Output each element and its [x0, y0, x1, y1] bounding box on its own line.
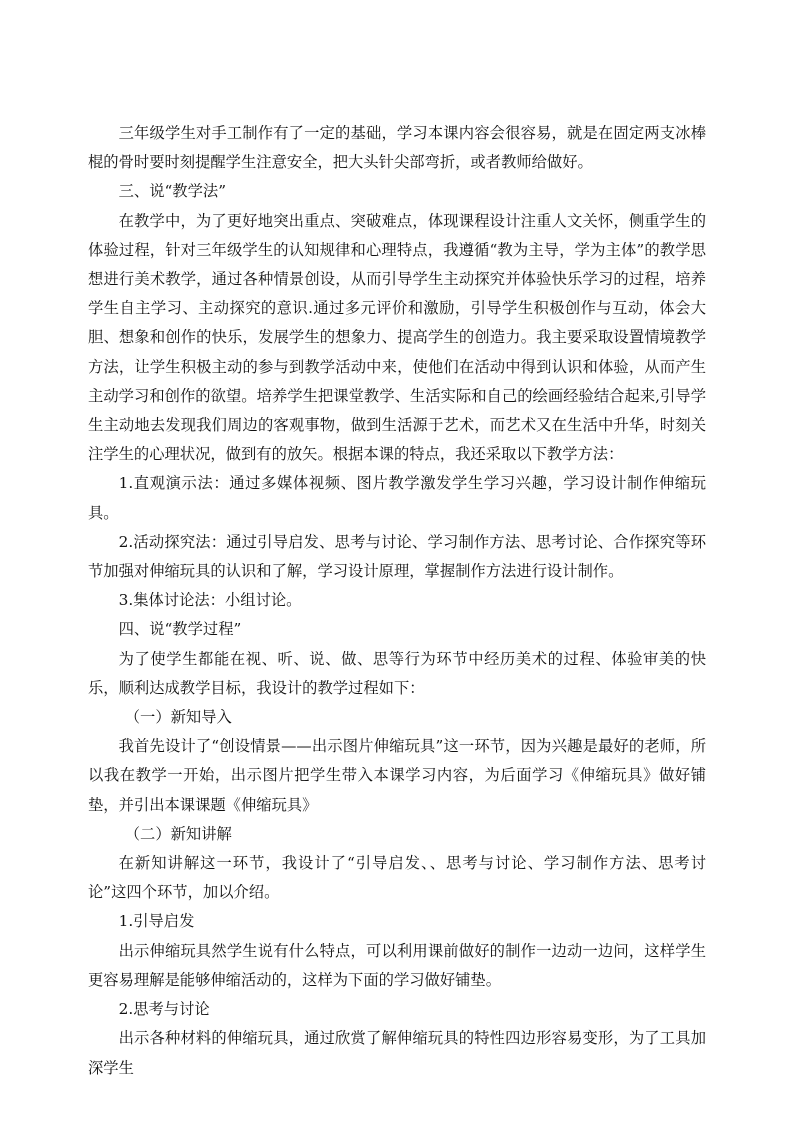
paragraph-new-knowledge-intro: 我首先设计了“创设情景——出示图片伸缩玩具”这一环节，因为兴趣是最好的老师，所以我在教学一开始，出示图片把学生带入本课学习内容，为后面学习《伸缩玩具》做好铺垫，并引出本课课题《伸缩玩具》 [88, 737, 706, 814]
section-heading-teaching-process: 四、说“教学过程” [118, 620, 242, 639]
paragraph-process-intro: 为了使学生都能在视、听、说、做、思等行为环节中经历美术的过程、体验审美的快乐，顺利达成教学目标，我设计的教学过程如下： [88, 649, 706, 697]
subheading-new-knowledge-intro: （一）新知导入 [124, 708, 232, 727]
subheading-new-knowledge-explain: （二）新知讲解 [124, 824, 232, 843]
method-item-exploration: 2.活动探究法：通过引导启发、思考与讨论、学习制作方法、思考讨论、合作探究等环节加强对伸缩玩具的认识和了解，学习设计原理，掌握制作方法进行设计制作。 [88, 532, 706, 581]
method-item-demonstration: 1.直观演示法：通过多媒体视频、图片教学激发学生学习兴趣，学习设计制作伸缩玩具。 [88, 474, 706, 522]
item-heading-thinking: 2.思考与讨论 [118, 1000, 210, 1019]
paragraph-teaching-method: 在教学中，为了更好地突出重点、突破难点，体现课程设计注重人文关怀，侧重学生的体验过程，针对三年级学生的认知规律和心理特点，我遵循“教为主导，学为主体”的教学思想进行美术教学，通过各种情景创设，从而引导学生主动探究并体验快乐学习的过程，培养学生自主学习、主动探究的意识.通过多元评价和激励，引导学生积极创作与互动，体会大胆、想象和创作的快乐，发展学生的想象力、提高学生的创造力。我主要采取设置情境教学方法，让学生积极主动的参与到教学活动中来，使他们在活动中得到认识和体验，从而产生主动学习和创作的欲望。培养学生把课堂教学、生活实际和自己的绘画经验结合起来,引导学生主动地去发现我们周边的客观事物，做到生活源于艺术，而艺术又在生活中升华，时刻关注学生的心理状况，做到有的放矢。根据本课的特点，我还采取以下教学方法： [88, 211, 706, 464]
section-heading-teaching-method: 三、说“教学法” [118, 182, 227, 201]
method-item-discussion: 3.集体讨论法：小组讨论。 [118, 591, 302, 610]
item-heading-guidance: 1.引导启发 [118, 912, 195, 931]
paragraph-thinking: 出示各种材料的伸缩玩具，通过欣赏了解伸缩玩具的特性四边形容易变形，为了工具加深学生 [88, 1029, 706, 1077]
paragraph-new-knowledge-explain: 在新知讲解这一环节，我设计了“引导启发、、思考与讨论、学习制作方法、思考讨论”这四个环节，加以介绍。 [88, 854, 706, 902]
document-page [88, 119, 706, 1083]
paragraph-student-basis: 三年级学生对手工制作有了一定的基础，学习本课内容会很容易，就是在固定两支冰棒棍的骨时要时刻提醒学生注意安全，把大头针尖部弯折，或者教师给做好。 [88, 124, 706, 172]
paragraph-guidance: 出示伸缩玩具然学生说有什么特点，可以利用课前做好的制作一边动一边问，这样学生更容易理解是能够伸缩活动的，这样为下面的学习做好铺垫。 [88, 941, 706, 989]
